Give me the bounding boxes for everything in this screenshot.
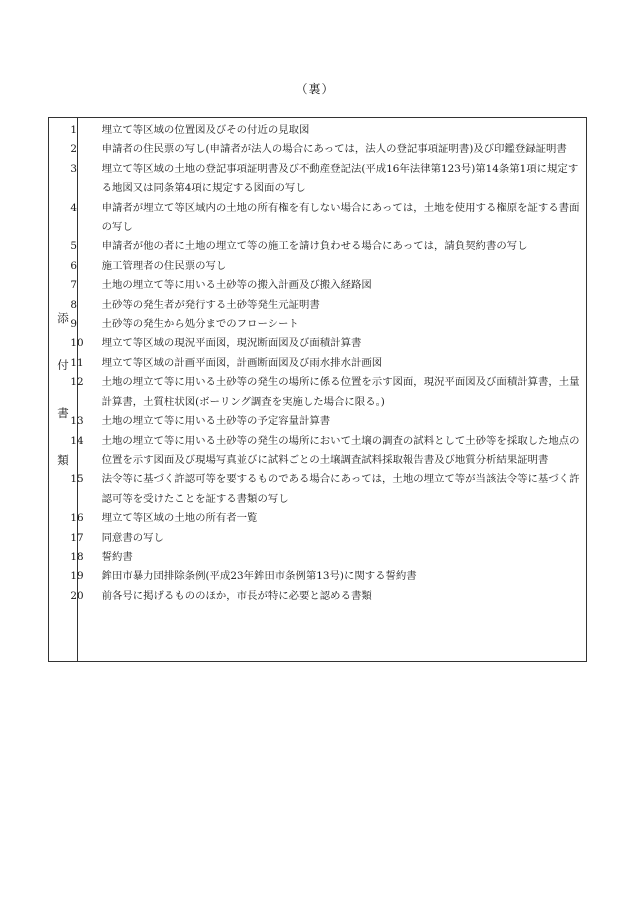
item-number: 13 — [70, 415, 84, 428]
label-char: 類 — [57, 453, 69, 467]
list-item — [70, 121, 582, 140]
item-text: 埋立て等区域の位置図及びその付近の見取図 — [101, 124, 310, 136]
attachments-table — [48, 117, 587, 662]
item-number: 5 — [70, 240, 78, 253]
item-number: 1 — [70, 124, 78, 136]
item-number: 18 — [70, 550, 84, 563]
item-text: 土地の埋立て等に用いる土砂等の予定容量計算書 — [101, 415, 331, 428]
list-item — [70, 315, 582, 334]
item-number: 9 — [70, 318, 78, 331]
item-text: 同意書の写し — [101, 531, 164, 544]
list-item — [70, 548, 582, 567]
list-item — [70, 199, 582, 238]
list-item — [70, 296, 582, 315]
label-char: 書 — [57, 405, 69, 420]
list-item — [70, 237, 582, 256]
item-number: 4 — [70, 201, 78, 214]
list-item — [70, 354, 582, 373]
list-item — [70, 587, 582, 606]
item-text: 埋立て等区域の現況平面図，現況断面図及び面積計算書 — [101, 337, 362, 350]
item-number: 14 — [70, 434, 84, 447]
item-number: 10 — [70, 337, 84, 350]
list-item — [70, 334, 582, 353]
item-text: 申請者が埋立て等区域内の土地の所有権を有しない場合にあっては，土地を使用する権原を証する書面の写し — [101, 201, 580, 234]
item-text: 土砂等の発生から処分までのフローシート — [101, 318, 299, 331]
item-number: 12 — [70, 376, 84, 389]
item-text: 申請者が他の者に土地の埋立て等の施工を請け負わせる場合にあっては，請負契約書の写し — [101, 240, 528, 253]
item-number: 8 — [70, 298, 78, 311]
item-number: 20 — [70, 589, 84, 602]
item-text: 埋立て等区域の土地の登記事項証明書及び不動産登記法(平成16年法律第123号)第14条第1項に規定する地図又は同条第4項に規定する図面の写し — [101, 162, 579, 195]
list-item — [70, 470, 582, 509]
list-item — [70, 140, 582, 159]
item-text: 埋立て等区域の土地の所有者一覧 — [101, 512, 258, 525]
item-number: 2 — [70, 143, 78, 156]
item-number: 19 — [70, 570, 84, 583]
item-text: 前各号に掲げるもののほか，市長が特に必要と認める書類 — [101, 589, 372, 602]
page-title: （裏） — [295, 82, 335, 96]
list-item — [70, 160, 582, 199]
item-number: 6 — [70, 259, 78, 272]
list-item — [70, 276, 582, 295]
item-text: 施工管理者の住民票の写し — [101, 259, 227, 272]
item-number: 17 — [70, 531, 84, 544]
item-text: 申請者の住民票の写し(申請者が法人の場合にあっては，法人の登記事項証明書)及び印鑑登録証明書 — [101, 143, 567, 156]
list-item — [70, 412, 582, 431]
label-char: 添 — [57, 310, 69, 325]
item-number: 11 — [70, 356, 84, 369]
item-text: 埋立て等区域の計画平面図，計画断面図及び雨水排水計画図 — [101, 356, 383, 369]
item-text: 土地の埋立て等に用いる土砂等の発生の場所において土壌の調査の試料として土砂等を採取した地点の位置を示す図面及び現場写真並びに試料ごとの土壌調査試料採取報告書及び地質分析結果証明書 — [101, 434, 580, 466]
item-text: 法令等に基づく許認可等を要するものである場合にあっては，土地の埋立て等が当該法令等に基づく許認可等を受けたことを証する書類の写し — [101, 473, 580, 505]
list-item — [70, 567, 582, 586]
label-char: 付 — [57, 358, 69, 372]
item-text: 誓約書 — [101, 550, 133, 563]
item-number: 7 — [70, 279, 78, 292]
item-text: 土砂等の発生者が発行する土砂等発生元証明書 — [101, 298, 320, 311]
item-text: 鉾田市暴力団排除条例(平成23年鉾田市条例第13号)に関する誓約書 — [101, 570, 417, 583]
item-number: 15 — [70, 473, 84, 486]
list-item — [70, 257, 582, 276]
list-item — [70, 373, 582, 412]
item-number: 16 — [70, 512, 84, 525]
list-item — [70, 509, 582, 528]
item-number: 3 — [70, 162, 78, 175]
list-item — [70, 432, 582, 471]
attachments-list — [70, 118, 586, 661]
item-text: 土地の埋立て等に用いる土砂等の搬入計画及び搬入経路図 — [101, 279, 372, 292]
item-text: 土地の埋立て等に用いる土砂等の発生の場所に係る位置を示す図面，現況平面図及び面積計算書，土量計算書，土質柱状図(ボーリング調査を実施した場合に限る。) — [101, 376, 580, 408]
list-item — [70, 529, 582, 548]
